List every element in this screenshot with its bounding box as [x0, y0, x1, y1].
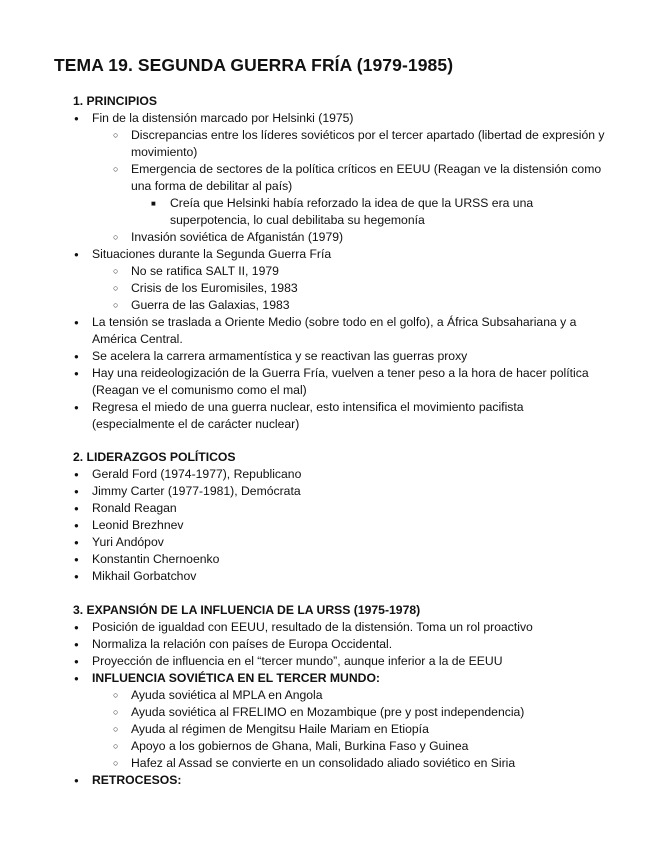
list-item: ● RETROCESOS:	[0, 772, 655, 789]
list-item: ● Konstantin Chernoenko	[0, 551, 655, 568]
list-item: ● Se acelera la carrera armamentística y se reactivan las guerras proxy	[0, 348, 655, 365]
list-item: ● Mikhail Gorbatchov	[0, 568, 655, 585]
list-item: ● Proyección de influencia en el “tercer mundo”, aunque inferior a la de EEUU	[0, 653, 655, 670]
document-title: TEMA 19. SEGUNDA GUERRA FRÍA (1979-1985)	[54, 55, 454, 75]
list-item: ● Jimmy Carter (1977-1981), Demócrata	[0, 483, 655, 500]
list-item: ○ Hafez al Assad se convierte en un consolidado aliado soviético en Siria	[0, 755, 655, 772]
section-list	[0, 466, 655, 585]
list-item: ○ Ayuda soviética al FRELIMO en Mozambique (pre y post independencia)	[0, 704, 655, 721]
list-item: ● Fin de la distensión marcado por Helsinki (1975)	[0, 110, 655, 127]
section-list	[0, 619, 655, 789]
list-item: ● Posición de igualdad con EEUU, resultado de la distensión. Toma un rol proactivo	[0, 619, 655, 636]
list-item: ● Hay una reideologización de la Guerra Fría, vuelven a tener peso a la hora de hacer política (Reagan ve el comunismo como el mal)	[0, 365, 655, 399]
list-item: ○ Ayuda al régimen de Mengitsu Haile Mariam en Etiopía	[0, 721, 655, 738]
list-item: ○ No se ratifica SALT II, 1979	[0, 263, 655, 280]
section-principios	[0, 93, 655, 433]
list-item: ● Gerald Ford (1974-1977), Republicano	[0, 466, 655, 483]
list-item: ○ Guerra de las Galaxias, 1983	[0, 297, 655, 314]
list-item: ■ Creía que Helsinki había reforzado la idea de que la URSS era una superpotencia, lo cual debilitaba su hegemonía	[0, 195, 655, 229]
list-item: ● Leonid Brezhnev	[0, 517, 655, 534]
list-item: ● Situaciones durante la Segunda Guerra Fría	[0, 246, 655, 263]
list-item: ● Regresa el miedo de una guerra nuclear, esto intensifica el movimiento pacifista (especialmente el de carácter nuclear)	[0, 399, 655, 433]
list-item: ○ Apoyo a los gobiernos de Ghana, Mali, Burkina Faso y Guinea	[0, 738, 655, 755]
section-heading: 3. EXPANSIÓN DE LA INFLUENCIA DE LA URSS (1975-1978)	[73, 603, 421, 617]
section-list	[0, 110, 655, 433]
list-item: ○ Crisis de los Euromisiles, 1983	[0, 280, 655, 297]
section-liderazgos	[0, 449, 655, 585]
list-item: ● Yuri Andópov	[0, 534, 655, 551]
section-expansion-urss	[0, 602, 655, 789]
list-item: ○ Ayuda soviética al MPLA en Angola	[0, 687, 655, 704]
list-item: ● Normaliza la relación con países de Europa Occidental.	[0, 636, 655, 653]
list-item: ○ Discrepancias entre los líderes soviéticos por el tercer apartado (libertad de expresión y movimiento)	[0, 127, 655, 161]
list-item: ○ Emergencia de sectores de la política críticos en EEUU (Reagan ve la distensión como una forma de debilitar al país)	[0, 161, 655, 195]
list-item: ● INFLUENCIA SOVIÉTICA EN EL TERCER MUNDO:	[0, 670, 655, 687]
list-item: ● La tensión se traslada a Oriente Medio (sobre todo en el golfo), a África Subsahariana y a América Central.	[0, 314, 655, 348]
section-heading: 1. PRINCIPIOS	[73, 94, 157, 108]
list-item: ○ Invasión soviética de Afganistán (1979)	[0, 229, 655, 246]
section-heading: 2. LIDERAZGOS POLÍTICOS	[73, 450, 236, 464]
list-item: ● Ronald Reagan	[0, 500, 655, 517]
